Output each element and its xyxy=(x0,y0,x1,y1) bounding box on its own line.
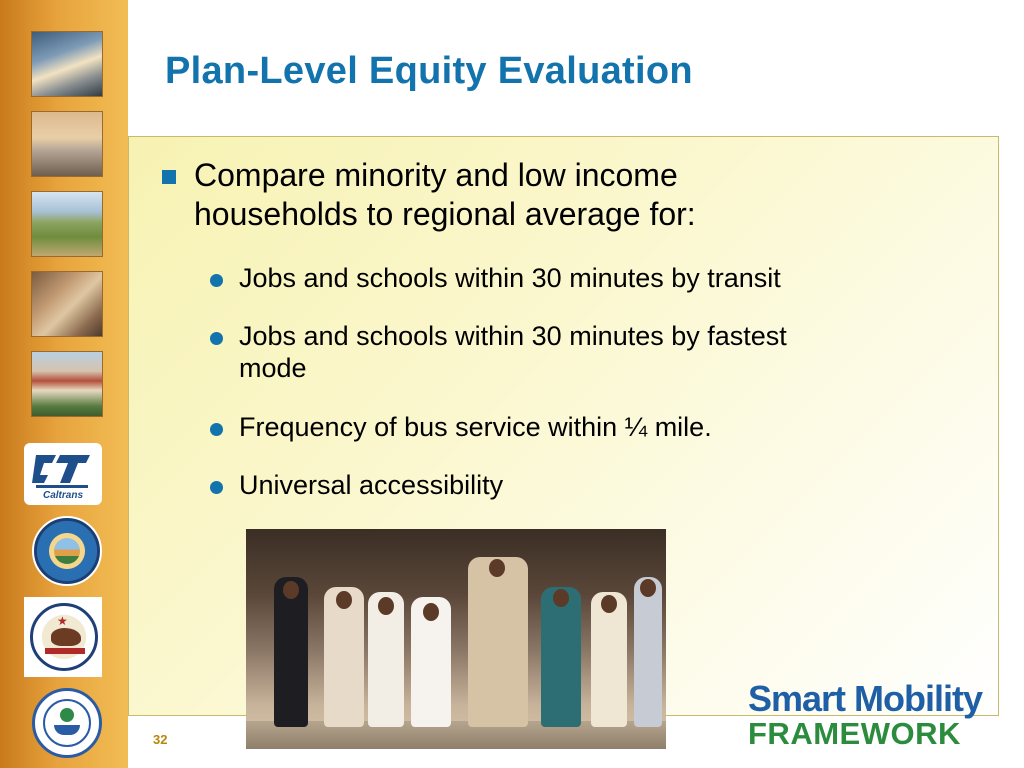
epa-seal-icon xyxy=(32,688,102,758)
brand-line-2: FRAMEWORK xyxy=(748,716,961,751)
person-figure xyxy=(634,577,662,727)
person-head xyxy=(640,579,656,597)
california-bear-seal-icon: ★ xyxy=(30,603,98,671)
sub-bullet-line: mode xyxy=(239,353,307,383)
sub-bullet-line: Frequency of bus service within ¼ mile. xyxy=(239,412,712,442)
main-bullet-text xyxy=(194,156,696,234)
caltrans-ct-icon xyxy=(30,449,94,489)
person-figure xyxy=(468,557,528,727)
person-head xyxy=(336,591,352,609)
person-head xyxy=(378,597,394,615)
opr-seal-logo xyxy=(24,597,102,677)
people-waiting-photo xyxy=(246,529,666,749)
square-bullet-icon xyxy=(162,170,176,184)
person-figure xyxy=(541,587,581,727)
sub-bullet-line: Universal accessibility xyxy=(239,470,504,500)
round-bullet-icon xyxy=(210,274,223,287)
truck-photo-thumbnail xyxy=(31,111,103,177)
sub-bullet-text xyxy=(239,411,712,443)
sub-bullet-text xyxy=(239,262,781,294)
sub-bullet-text xyxy=(239,469,503,501)
sub-bullet-text xyxy=(239,320,787,384)
sidebar xyxy=(0,0,128,768)
houses-photo-thumbnail xyxy=(31,351,103,417)
person-head xyxy=(601,595,617,613)
round-bullet-icon xyxy=(210,423,223,436)
smart-mobility-framework-logo xyxy=(748,680,1008,750)
person-head xyxy=(489,559,505,577)
sub-bullet-line: Jobs and schools within 30 minutes by transit xyxy=(239,263,781,293)
round-bullet-icon xyxy=(210,332,223,345)
person-head xyxy=(283,581,299,599)
person-figure xyxy=(274,577,308,727)
main-bullet-line-2: households to regional average for: xyxy=(194,196,696,232)
page-number: 32 xyxy=(153,732,168,747)
brand-line-1: Smart Mobility xyxy=(748,678,983,719)
person-head xyxy=(553,589,569,607)
person-head xyxy=(423,603,439,621)
caltrans-logo xyxy=(24,443,102,505)
hcd-seal-icon xyxy=(32,516,102,586)
pedestrian-photo-thumbnail xyxy=(31,271,103,337)
landscape-photo-thumbnail xyxy=(31,191,103,257)
page-title: Plan-Level Equity Evaluation xyxy=(165,50,693,92)
highway-photo-thumbnail xyxy=(31,31,103,97)
main-bullet-line-1: Compare minority and low income xyxy=(194,157,678,193)
caltrans-text: Caltrans xyxy=(42,490,83,501)
round-bullet-icon xyxy=(210,481,223,494)
sub-bullet-line: Jobs and schools within 30 minutes by fastest xyxy=(239,321,787,351)
